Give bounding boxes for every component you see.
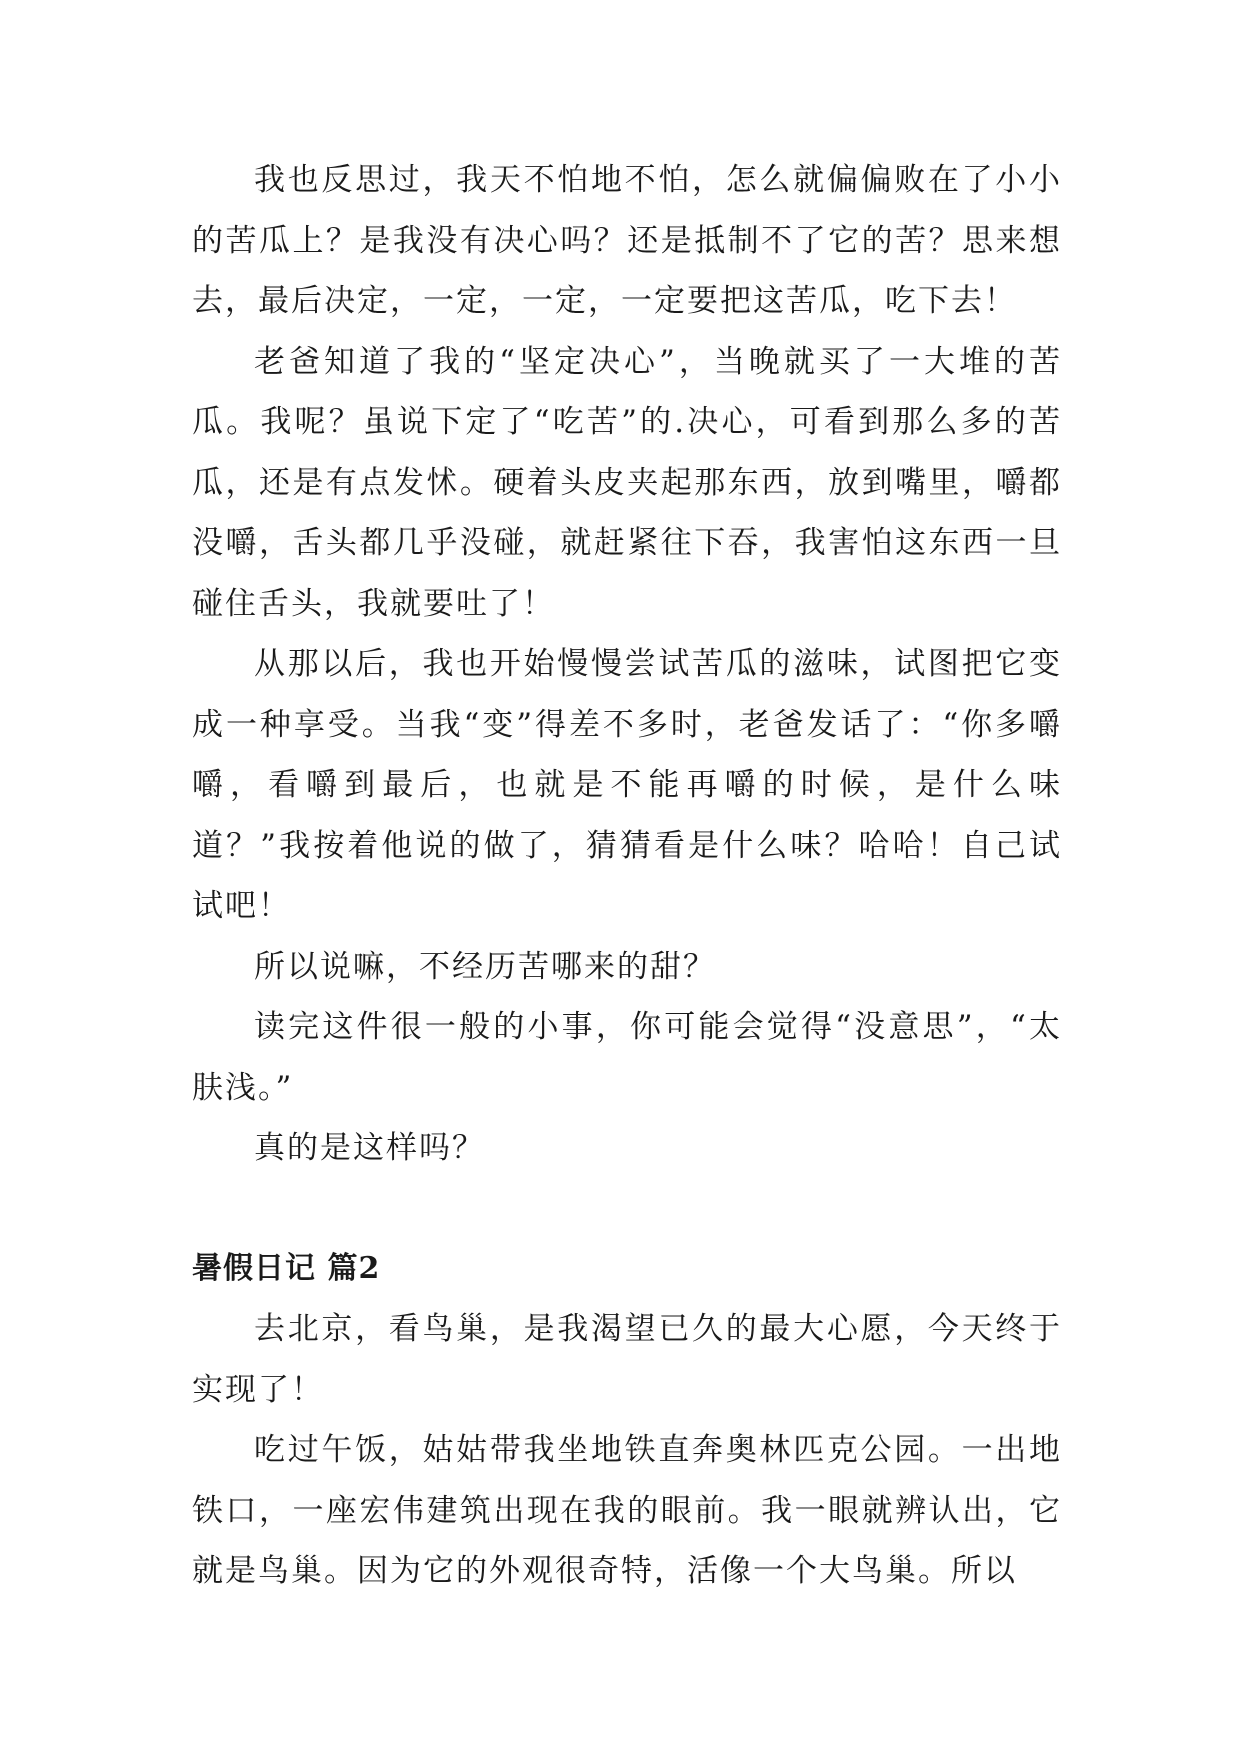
paragraph: 真的是这样吗？ [254,1130,485,1166]
paragraph: 读完这件很一般的小事，你可能会觉得“没意思”，“太肤浅。” [192,1009,1062,1106]
paragraph: 吃过午饭，姑姑带我坐地铁直奔奥林匹克公园。一出地铁口，一座宏伟建筑出现在我的眼前。我一眼就辨认出，它就是鸟巢。因为它的外观很奇特，活像一个大鸟巢。所以 [192,1432,1062,1589]
paragraph: 从那以后，我也开始慢慢尝试苦瓜的滋味，试图把它变成一种享受。当我“变”得差不多时，老爸发话了：“你多嚼嚼，看嚼到最后，也就是不能再嚼的时候，是什么味道？”我按着他说的做了，猜猜看是什么味？哈哈！自己试试吧！ [192,646,1062,924]
paragraph: 去北京，看鸟巢，是我渴望已久的最大心愿，今天终于实现了！ [192,1311,1062,1408]
paragraph: 老爸知道了我的“坚定决心”，当晚就买了一大堆的苦瓜。我呢？虽说下定了“吃苦”的.决心，可看到那么多的苦瓜，还是有点发怵。硬着头皮夹起那东西，放到嘴里，嚼都没嚼，舌头都几乎没碰，就赶紧往下吞，我害怕这东西一旦碰住舌头，我就要吐了！ [192,343,1062,622]
section-heading: 暑假日记 篇2 [192,1250,381,1286]
document-page [192,150,1062,1602]
paragraph: 所以说嘛，不经历苦哪来的甜？ [254,948,716,985]
paragraph: 我也反思过，我天不怕地不怕，怎么就偏偏败在了小小的苦瓜上？是我没有决心吗？还是抵制不了它的苦？思来想去，最后决定，一定，一定，一定要把这苦瓜，吃下去！ [192,162,1062,319]
section-spacer [192,1179,1062,1239]
